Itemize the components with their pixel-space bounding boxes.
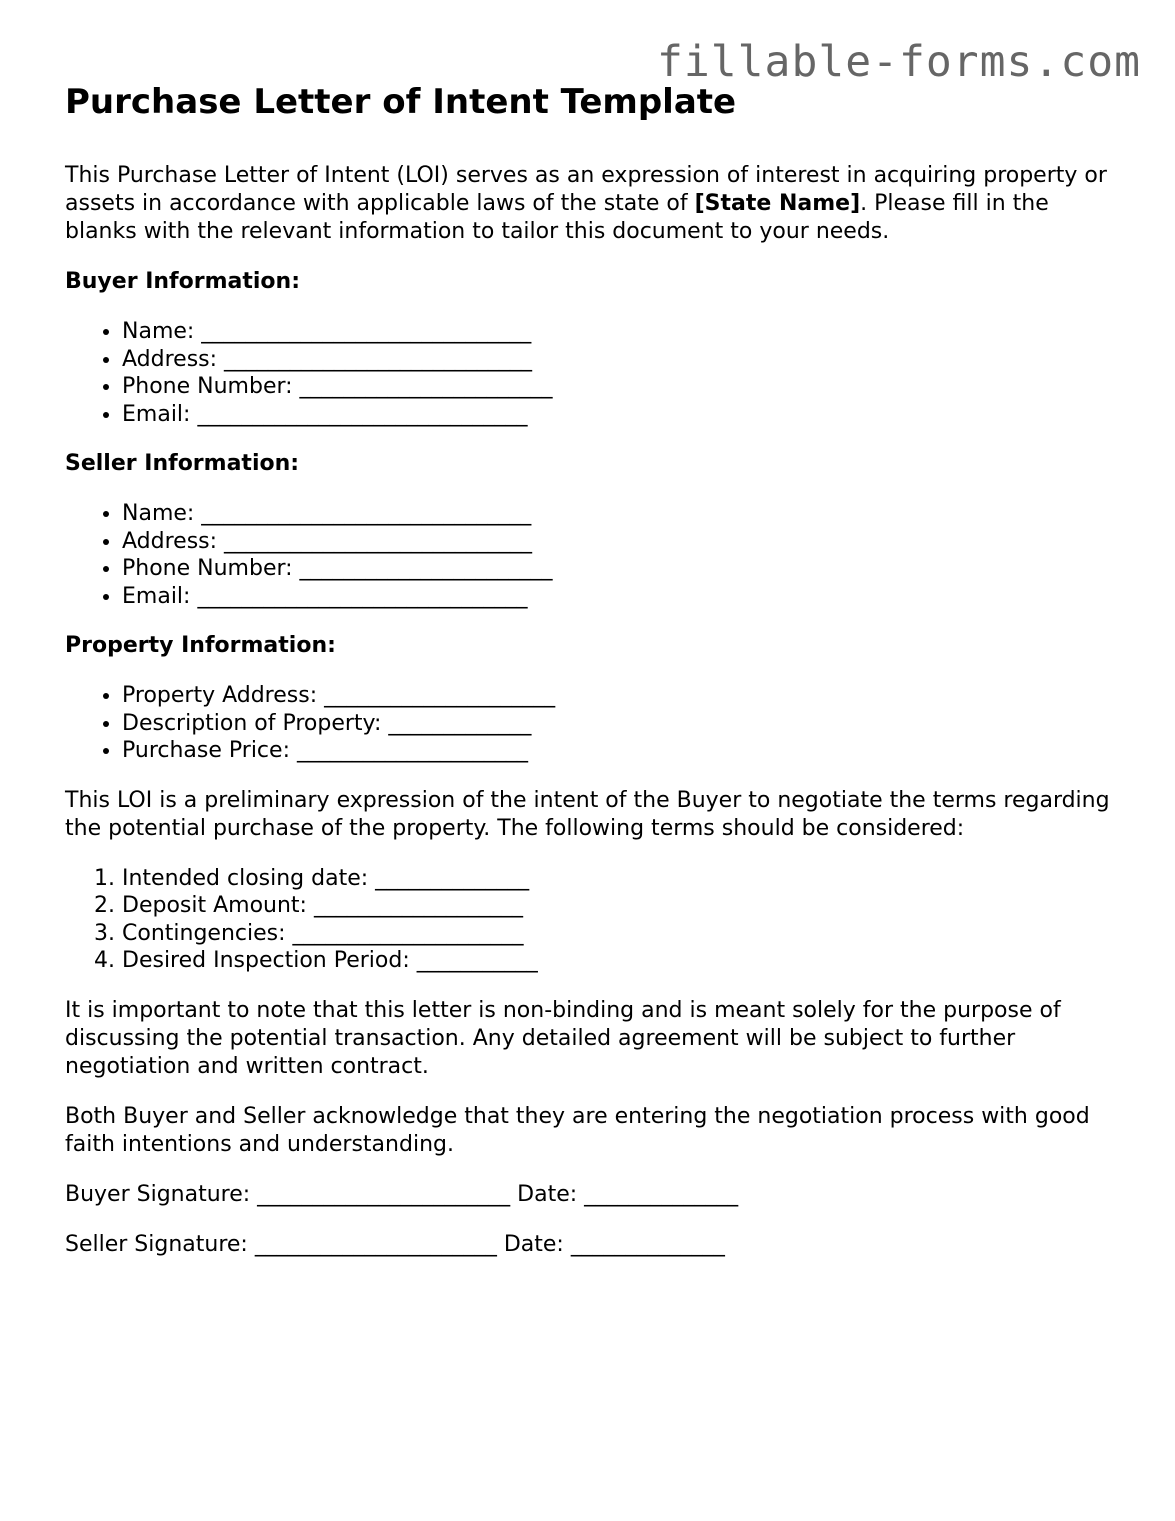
terms-list [65, 865, 1125, 975]
property-description-field[interactable]: • Description of Property: _____________ [122, 710, 1125, 738]
buyer-email-field[interactable]: • Email: ______________________________ [122, 401, 1125, 429]
seller-info-heading: Seller Information: [65, 451, 300, 476]
intro-text-before: This Purchase Letter of Intent (LOI) serves as an expression of interest in acquiring property or assets in accordance with applicable laws of the state of [65, 163, 1107, 216]
property-address-field[interactable]: • Property Address: _____________________ [122, 682, 1125, 710]
seller-name-field[interactable]: • Name: ______________________________ [122, 500, 1125, 528]
buyer-signature-line[interactable]: Buyer Signature: _______________________ Date: ______________ [65, 1181, 739, 1207]
page-title: Purchase Letter of Intent Template [65, 82, 737, 122]
closing-date-field[interactable]: 1. Intended closing date: ______________ [122, 865, 1125, 893]
watermark: fillable-forms.com [657, 37, 1141, 87]
seller-address-field[interactable]: • Address: ____________________________ [122, 528, 1125, 556]
document-page [65, 80, 1125, 1281]
seller-signature-line[interactable]: Seller Signature: ______________________ Date: ______________ [65, 1231, 725, 1257]
buyer-phone-field[interactable]: • Phone Number: _______________________ [122, 373, 1125, 401]
state-name-placeholder: [State Name] [694, 191, 861, 216]
intro-paragraph [65, 162, 1125, 246]
buyer-info-heading: Buyer Information: [65, 269, 300, 294]
property-info-heading: Property Information: [65, 633, 336, 658]
seller-email-field[interactable]: • Email: ______________________________ [122, 583, 1125, 611]
contingencies-field[interactable]: 3. Contingencies: _____________________ [122, 920, 1125, 948]
inspection-period-field[interactable]: 4. Desired Inspection Period: ___________ [122, 947, 1125, 975]
property-info-list [65, 682, 1125, 765]
seller-phone-field[interactable]: • Phone Number: _______________________ [122, 555, 1125, 583]
intro-text-after: . Please fill in the blanks with the relevant information to tailor this document to your needs. [65, 191, 1049, 244]
good-faith-paragraph: Both Buyer and Seller acknowledge that they are entering the negotiation process with good faith intentions and understanding. [65, 1103, 1090, 1157]
buyer-name-field[interactable]: • Name: ______________________________ [122, 318, 1125, 346]
deposit-amount-field[interactable]: 2. Deposit Amount: ___________________ [122, 892, 1125, 920]
purchase-price-field[interactable]: • Purchase Price: _____________________ [122, 737, 1125, 765]
terms-intro-paragraph: This LOI is a preliminary expression of the intent of the Buyer to negotiate the terms regarding the potential purchase of the property. The following terms should be considered: [65, 787, 1110, 841]
seller-info-list [65, 500, 1125, 610]
buyer-address-field[interactable]: • Address: ____________________________ [122, 346, 1125, 374]
buyer-info-list [65, 318, 1125, 428]
non-binding-paragraph: It is important to note that this letter is non-binding and is meant solely for the purpose of discussing the potential transaction. Any detailed agreement will be subject to further negotiation and written contract. [65, 997, 1061, 1079]
